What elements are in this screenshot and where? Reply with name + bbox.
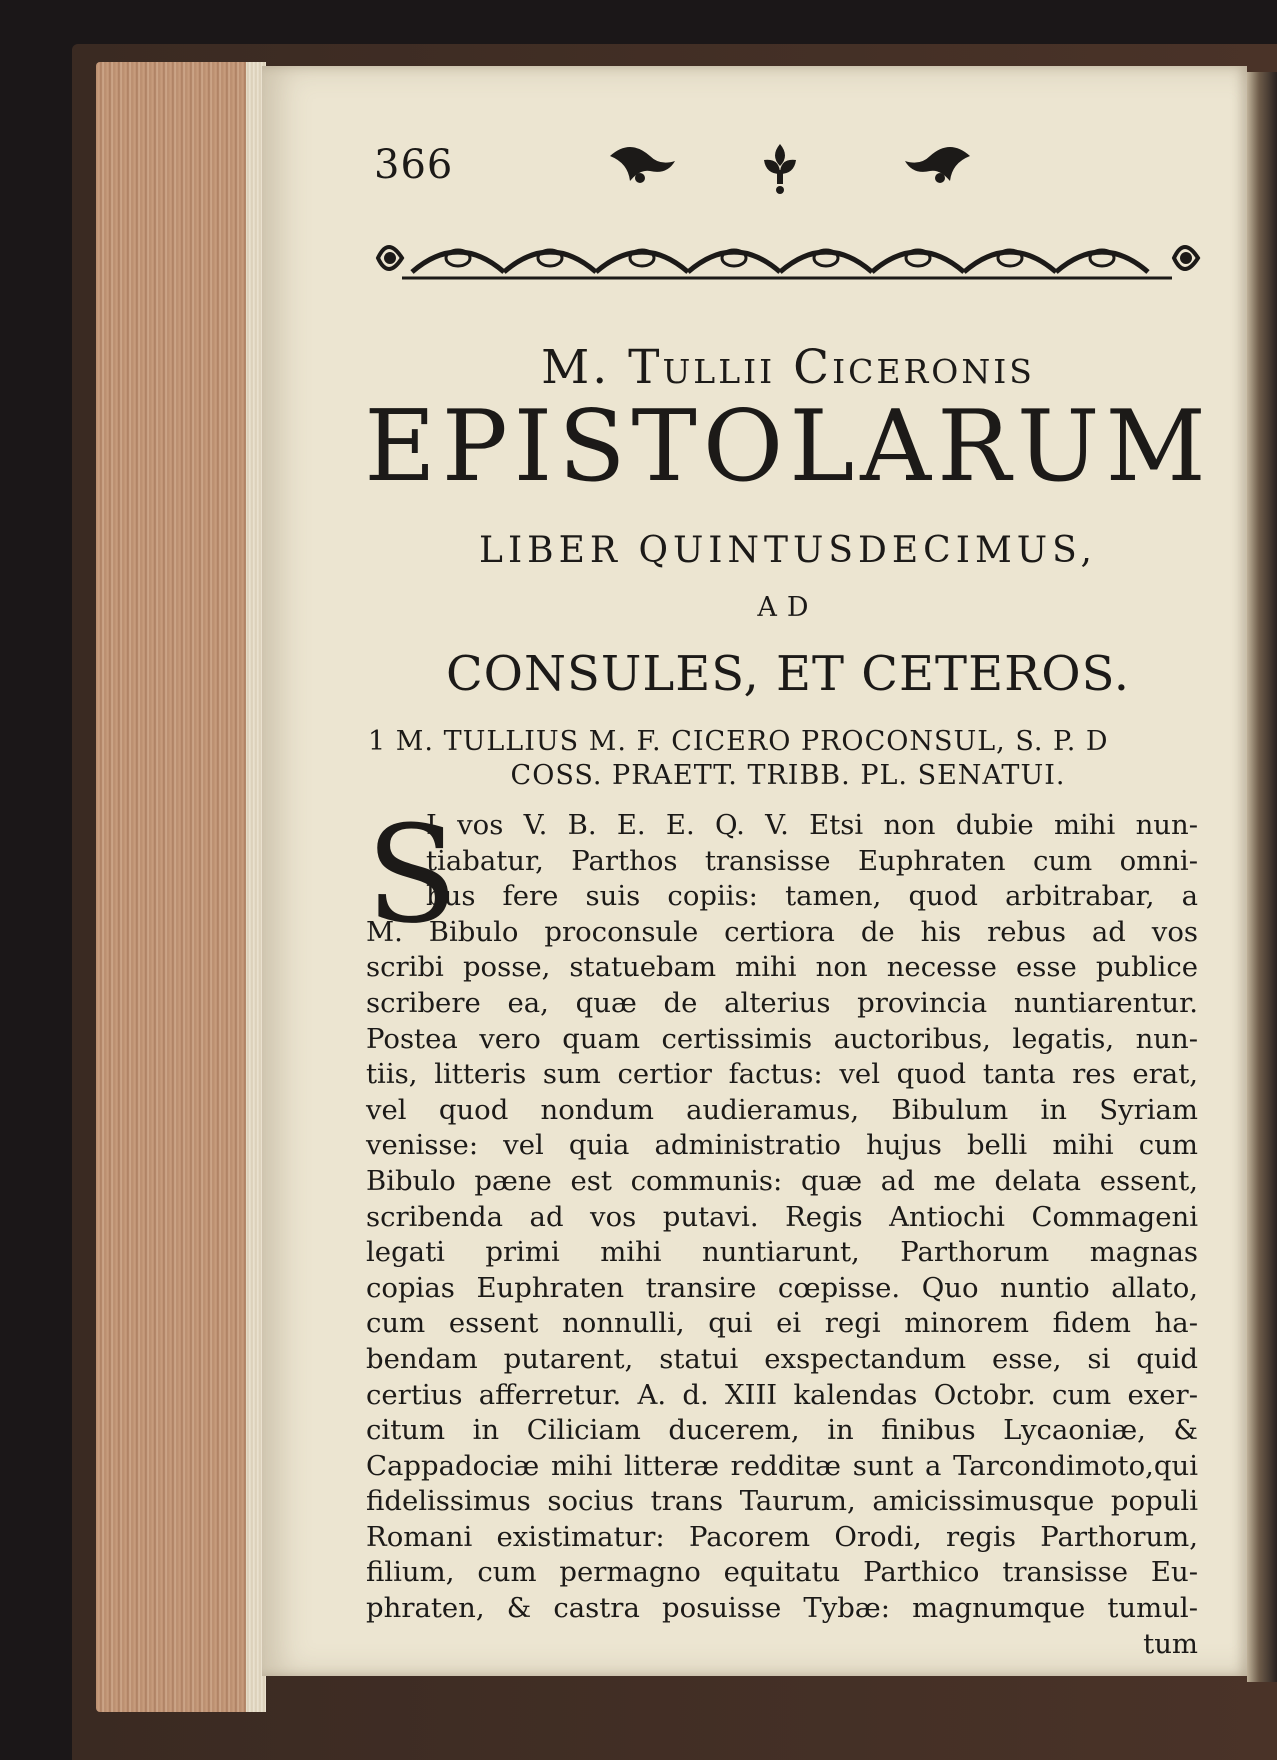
salutation-line-2: COSS. PRAETT. TRIBB. PL. SENATUI. [510,760,1066,791]
page-number: 366 [374,142,454,188]
book-number-heading: LIBER QUINTUSDECIMUS, [479,530,1097,571]
body-line: citum in Ciliciam ducerem, in finibus Lycaoniæ, & [366,1414,1198,1447]
body-line: phraten, & castra posuisse Tybæ: magnumque tumul- [366,1592,1198,1625]
body-line: scribere ea, quæ de alterius provincia nuntiarentur. [366,986,1198,1019]
body-line: copias Euphraten transire cœpisse. Quo nuntio allato, [366,1271,1198,1304]
body-line: cum essent nonnulli, qui ei regi minorem fidem ha- [366,1307,1198,1340]
body-line: Romani existimatur: Pacorem Orodi, regis Parthorum, [366,1520,1198,1553]
body-line: bus fere suis copiis: tamen, quod arbitrabar, a [426,880,1198,913]
addressee-heading: CONSULES, ET CETEROS. [445,646,1131,702]
body-line: scribenda ad vos putavi. Regis Antiochi Commageni [366,1200,1198,1233]
author-heading: M. Tullii Ciceronis [541,340,1035,395]
body-line: Postea vero quam certissimis auctoribus, legatis, nun- [366,1022,1198,1055]
title-heading: EPISTOLARUM [364,390,1212,504]
page-edges [96,62,256,1712]
letter-body [366,797,1198,1662]
body-line: scribi posse, statuebam mihi non necesse esse publice [366,951,1198,984]
book-spine-edge [1247,72,1277,1682]
body-line: vel quod nondum audieramus, Bibulum in Syriam [366,1093,1198,1126]
body-line: legati primi mihi nuntiarunt, Parthorum magnas [366,1236,1198,1269]
body-line: bendam putarent, statui exspectandum esse, si quid [366,1342,1198,1375]
body-line: certius afferretur. A. d. XIII kalendas Octobr. cum exer- [366,1378,1198,1411]
decorative-border-ornament [372,228,1204,292]
drop-cap: S [366,797,458,953]
body-line: tiis, litteris sum certior factus: vel quod tanta res erat, [366,1058,1198,1091]
body-line: M. Bibulo proconsule certiora de his rebus ad vos [366,915,1198,948]
body-line: tiabatur, Parthos transisse Euphraten cum omni- [426,844,1198,877]
body-line: filium, cum permagno equitatu Parthico transisse Eu- [366,1556,1198,1589]
body-line: Bibulo pæne est communis: quæ ad me delata essent, [366,1164,1198,1197]
fleuron-ornament-icon [600,136,980,196]
body-line: venisse: vel quia administratio hujus belli mihi cum [366,1129,1198,1162]
body-line: I vos V. B. E. E. Q. V. Etsi non dubie mihi nun- [426,809,1198,841]
salutation-line-1: 1 M. TULLIUS M. F. CICERO PROCONSUL, S. P. D [368,726,1109,757]
preposition-heading: AD [757,592,819,623]
catchword: tum [1143,1627,1198,1660]
body-line: fidelissimus socius trans Taurum, amicissimusque populi [366,1485,1198,1518]
body-line: Cappadociæ mihi litteræ redditæ sunt a Tarcondimoto,qui [366,1449,1198,1482]
